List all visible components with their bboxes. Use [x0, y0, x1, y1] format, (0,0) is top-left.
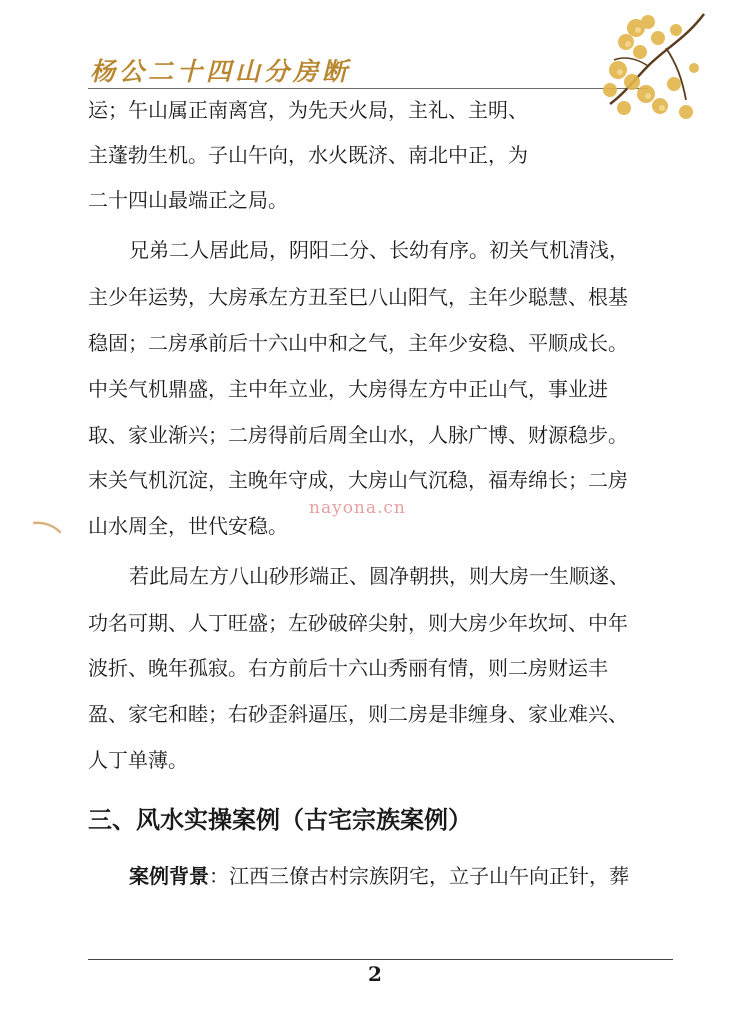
body-line: 波折、晚年孤寂。右方前后十六山秀丽有情，则二房财运丰: [88, 656, 608, 680]
body-line: 中关气机鼎盛，主中年立业，大房得左方中正山气，事业进: [88, 377, 608, 401]
body-line: 功名可期、人丁旺盛；左砂破碎尖射，则大房少年坎坷、中年: [88, 611, 628, 635]
watermark: nayona.cn: [309, 498, 406, 518]
section-heading: 三、风水实操案例（古宅宗族案例）: [88, 806, 472, 834]
header-divider: [88, 88, 648, 89]
header-title: 杨公二十四山分房断: [90, 57, 352, 86]
plum-blossom-icon: [596, 8, 708, 126]
body-line: 山水周全，世代安稳。: [88, 514, 288, 538]
case-paragraph: [129, 862, 629, 890]
body-line: 盈、家宅和睦；右砂歪斜逼压，则二房是非缠身、家业难兴、: [88, 702, 628, 726]
body-line: 人丁单薄。: [88, 748, 188, 772]
case-label: 案例背景: [129, 864, 209, 888]
body-line: 取、家业渐兴；二房得前后周全山水，人脉广博、财源稳步。: [88, 423, 628, 447]
body-line: 二十四山最端正之局。: [88, 188, 288, 212]
body-line: 若此局左方八山砂形端正、圆净朝拱，则大房一生顺遂、: [129, 564, 629, 588]
footer-divider: [88, 959, 673, 960]
case-text: ：江西三僚古村宗族阴宅，立子山午向正针，葬: [209, 864, 629, 888]
page-number: 2: [368, 962, 382, 986]
body-line: 运；午山属正南离宫，为先天火局，主礼、主明、: [88, 98, 528, 122]
body-line: 末关气机沉淀，主晚年守成，大房山气沉稳，福寿绵长；二房: [88, 468, 628, 492]
body-line: 主蓬勃生机。子山午向，水火既济、南北中正，为: [88, 143, 528, 167]
body-line: 主少年运势，大房承左方丑至巳八山阳气，主年少聪慧、根基: [88, 285, 628, 309]
body-line: 兄弟二人居此局，阴阳二分、长幼有序。初关气机清浅，: [129, 238, 629, 262]
body-line: 稳固；二房承前后十六山中和之气，主年少安稳、平顺成长。: [88, 331, 628, 355]
brush-mark-icon: [33, 520, 61, 534]
